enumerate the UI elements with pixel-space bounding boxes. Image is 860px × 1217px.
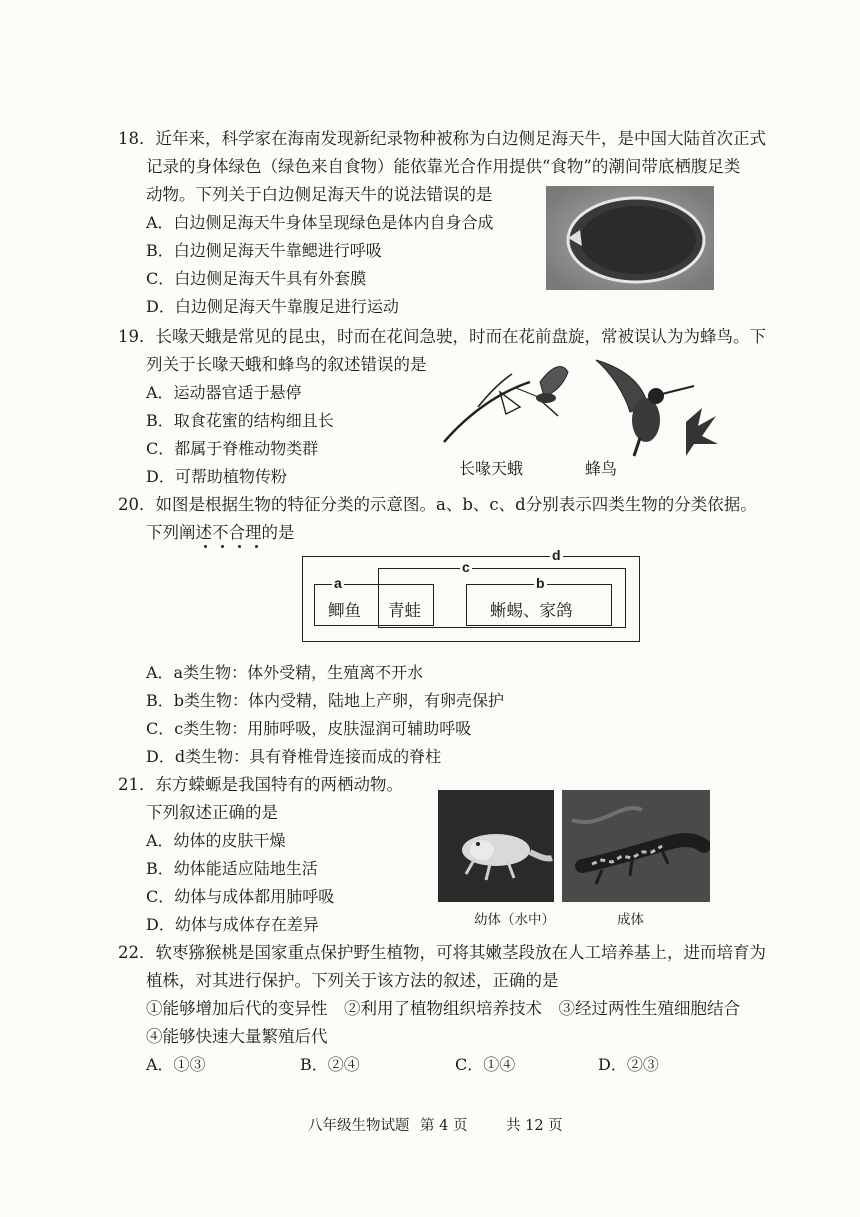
q20-option-d[interactable]: D．d类生物：具有脊椎骨连接而成的脊柱 bbox=[146, 747, 442, 766]
q19-option-d[interactable]: D．可帮助植物传粉 bbox=[146, 467, 287, 486]
item-frog: 青蛙 bbox=[388, 601, 421, 620]
q19-option-b[interactable]: B．取食花蜜的结构细且长 bbox=[146, 411, 334, 430]
q22-stem-line-4: ④能够快速大量繁殖后代 bbox=[146, 1027, 328, 1046]
label-c: c bbox=[462, 559, 470, 575]
item-crucian-carp: 鲫鱼 bbox=[328, 601, 361, 620]
q18-option-a[interactable]: A．白边侧足海天牛身体呈现绿色是体内自身合成 bbox=[146, 213, 494, 232]
q21-option-b[interactable]: B．幼体能适应陆地生活 bbox=[146, 859, 318, 878]
q18-option-d[interactable]: D．白边侧足海天牛靠腹足进行运动 bbox=[146, 297, 399, 316]
q19-stem-line-2: 列关于长喙天蛾和蜂鸟的叙述错误的是 bbox=[146, 355, 427, 374]
q21-option-d[interactable]: D．幼体与成体存在差异 bbox=[146, 915, 319, 934]
sea-slug-photo bbox=[546, 186, 714, 290]
q20-option-b[interactable]: B．b类生物：体内受精，陆地上产卵，有卵壳保护 bbox=[146, 691, 505, 710]
q18-option-c[interactable]: C．白边侧足海天牛具有外套膜 bbox=[146, 269, 367, 288]
footer-page: 第 4 页 bbox=[420, 1118, 468, 1134]
q19-stem-line-1: 19．长喙天蛾是常见的昆虫，时而在花间急驶，时而在花前盘旋，常被误认为为蜂鸟。下 bbox=[118, 327, 766, 346]
hummingbird-caption: 蜂鸟 bbox=[585, 459, 618, 478]
newt-adult-photo bbox=[562, 790, 710, 902]
q20-option-c[interactable]: C．c类生物：用肺呼吸，皮肤湿润可辅助呼吸 bbox=[146, 719, 472, 738]
q19-option-c[interactable]: C．都属于脊椎动物类群 bbox=[146, 439, 319, 458]
newt-larva-photo bbox=[438, 790, 554, 902]
classification-diagram bbox=[300, 547, 642, 645]
q20-stem-line-2: 下列阐述不合理的是 bbox=[146, 523, 295, 542]
hawk-moth-caption: 长喙天蛾 bbox=[459, 459, 524, 478]
hummingbird-illustration bbox=[590, 352, 730, 464]
q21-option-c[interactable]: C．幼体与成体都用肺呼吸 bbox=[146, 887, 335, 906]
q22-option-a[interactable]: A．①③ bbox=[146, 1055, 206, 1074]
footer-total: 共 12 页 bbox=[506, 1118, 563, 1134]
q18-stem-line-1: 18．近年来，科学家在海南发现新纪录物种被称为白边侧足海天牛，是中国大陆首次正式 bbox=[118, 129, 766, 148]
q18-option-b[interactable]: B．白边侧足海天牛靠鳃进行呼吸 bbox=[146, 241, 382, 260]
label-a: a bbox=[334, 575, 342, 591]
q18-stem-line-2: 记录的身体绿色（绿色来自食物）能依靠光合作用提供“食物”的潮间带底栖腹足类 bbox=[146, 157, 741, 176]
hawk-moth-illustration bbox=[440, 352, 580, 452]
q21-option-a[interactable]: A．幼体的皮肤干燥 bbox=[146, 831, 286, 850]
label-b: b bbox=[536, 575, 545, 591]
q20-option-a[interactable]: A．a类生物：体外受精，生殖离不开水 bbox=[146, 663, 424, 682]
footer-subject: 八年级生物试题 bbox=[308, 1118, 410, 1134]
q22-option-c[interactable]: C．①④ bbox=[455, 1055, 516, 1074]
adult-caption: 成体 bbox=[617, 912, 644, 928]
item-lizard-pigeon: 蜥蜴、家鸽 bbox=[490, 601, 573, 620]
q21-stem-line-1: 21．东方蝾螈是我国特有的两栖动物。 bbox=[118, 775, 403, 794]
q20-stem-line-1: 20．如图是根据生物的特征分类的示意图。a、b、c、d分别表示四类生物的分类依据。 bbox=[118, 495, 757, 514]
q21-stem-line-2: 下列叙述正确的是 bbox=[146, 803, 278, 822]
label-d: d bbox=[552, 547, 561, 563]
q22-stem-line-3: ①能够增加后代的变异性 ②利用了植物组织培养技术 ③经过两性生殖细胞结合 bbox=[146, 999, 740, 1018]
q18-stem-line-3: 动物。下列关于白边侧足海天牛的说法错误的是 bbox=[146, 185, 493, 204]
q19-option-a[interactable]: A．运动器官适于悬停 bbox=[146, 383, 302, 402]
q22-stem-line-2: 植株，对其进行保护。下列关于该方法的叙述，正确的是 bbox=[146, 971, 559, 990]
q22-option-b[interactable]: B．②④ bbox=[300, 1055, 360, 1074]
larva-caption: 幼体（水中） bbox=[474, 912, 555, 928]
q22-option-d[interactable]: D．②③ bbox=[598, 1055, 659, 1074]
q22-stem-line-1: 22．软枣猕猴桃是国家重点保护野生植物，可将其嫩茎段放在人工培养基上，进而培育为 bbox=[118, 943, 766, 962]
